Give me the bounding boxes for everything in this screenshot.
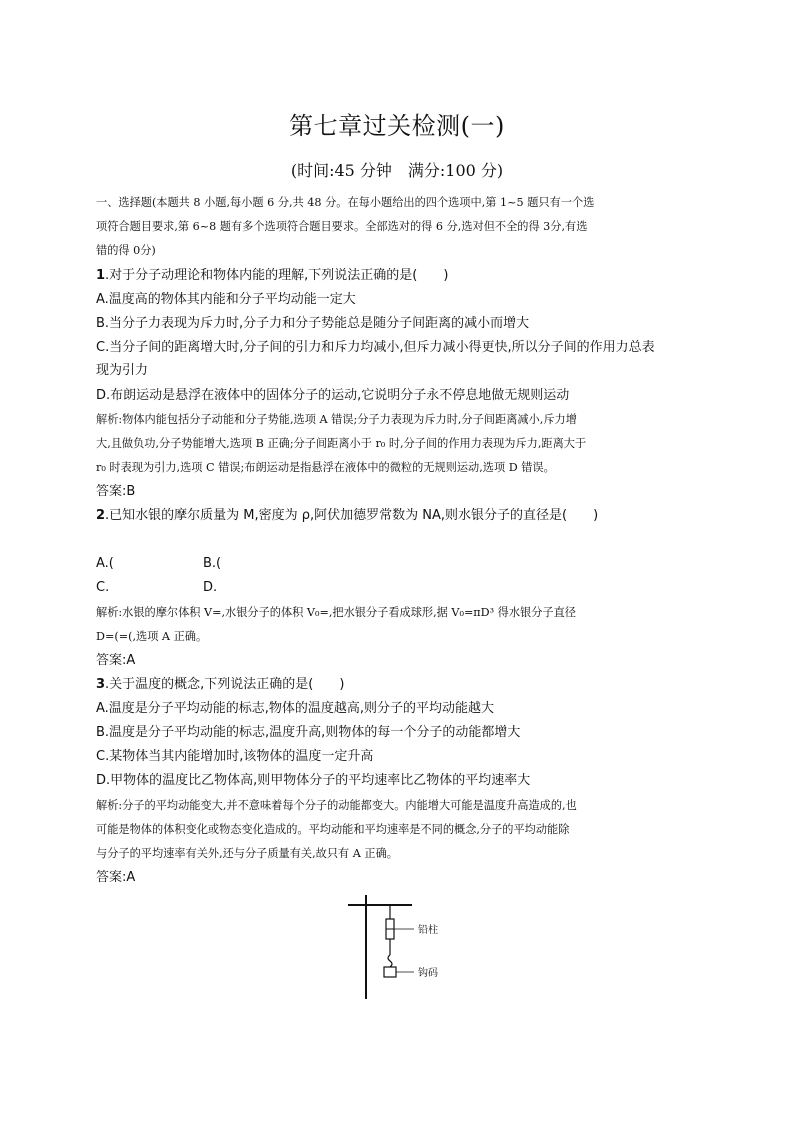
section-instructions-line-1: 一、选择题(本题共 8 小题,每小题 6 分,共 48 分。在每小题给出的四个选项中,第 1~5 题只有一个选 [96, 196, 595, 209]
page-title: 第七章过关检测(一) [289, 112, 505, 140]
question-3-stem [96, 676, 706, 694]
hook-weight-shape [384, 967, 396, 977]
question-3-analysis-line-2: 可能是物体的体积变化或物态变化造成的。平均动能和平均速率是不同的概念,分子的平均动能除 [96, 823, 570, 836]
question-2-option-a: A.( [96, 556, 114, 571]
question-3-analysis-line-1: 解析:分子的平均动能变大,并不意味着每个分子的动能都变大。内能增大可能是温度升高造成的,也 [96, 799, 577, 812]
section-instructions-line-2: 项符合题目要求,第 6~8 题有多个选项符合题目要求。全部选对的得 6 分,选对但不全的得 3分,有选 [96, 220, 588, 233]
question-3-option-a: A.温度是分子平均动能的标志,物体的温度越高,则分子的平均动能越大 [96, 701, 495, 716]
hook-weight-label: 钩码 [418, 968, 438, 979]
question-2-answer: 答案:A [96, 653, 136, 668]
question-1-option-c: C.当分子间的距离增大时,分子间的引力和斥力均减小,但斥力减小得更快,所以分子间的作用力总表 [96, 340, 655, 355]
question-1-option-b: B.当分子力表现为斥力时,分子力和分子势能总是随分子间距离的减小而增大 [96, 316, 530, 331]
question-1-analysis-line-3: r₀ 时表现为引力,选项 C 错误;布朗运动是指悬浮在液体中的微粒的无规则运动,选项 D 错误。 [96, 461, 555, 474]
lead-cylinder-label: 铅柱 [418, 925, 438, 936]
question-text: .关于温度的概念,下列说法正确的是( ) [105, 677, 345, 692]
question-2-option-c: C. [96, 580, 110, 595]
answer-label: 答案 [96, 484, 123, 499]
question-1-option-d: D.布朗运动是悬浮在液体中的固体分子的运动,它说明分子永不停息地做无规则运动 [96, 388, 570, 403]
question-text: .已知水银的摩尔质量为 M,密度为 ρ,阿伏加德罗常数为 NA,则水银分子的直径是( ) [105, 508, 599, 523]
question-1-answer: 答案:B [96, 484, 136, 499]
question-3-analysis-line-3: 与分子的平均速率有关外,还与分子质量有关,故只有 A 正确。 [96, 847, 398, 860]
answer-label: 答案 [96, 870, 123, 885]
section-instructions-line-3: 错的得 0分) [96, 244, 156, 257]
question-1-stem [96, 267, 706, 285]
question-2-option-b: B.( [203, 556, 222, 571]
question-2-stem [96, 507, 706, 525]
exam-time-score: (时间:45 分钟 满分:100 分) [290, 161, 504, 180]
question-1-analysis-line-1: 解析:物体内能包括分子动能和分子势能,选项 A 错误;分子力表现为斥力时,分子间距离减小,斥力增 [96, 413, 577, 426]
analysis-label: 解析 [96, 413, 119, 426]
question-2-option-d: D. [203, 580, 218, 595]
question-1-option-a: A.温度高的物体其内能和分子平均动能一定大 [96, 292, 356, 307]
question-number: 1 [96, 268, 106, 283]
question-1-analysis-line-2: 大,且做负功,分子势能增大,选项 B 正确;分子间距离小于 r₀ 时,分子间的作用力表现为斥力,距离大于 [96, 437, 587, 450]
lead-cylinder-figure [346, 893, 456, 1003]
question-3-option-d: D.甲物体的温度比乙物体高,则甲物体分子的平均速率比乙物体的平均速率大 [96, 773, 531, 788]
hook-shape [388, 955, 392, 967]
question-number: 3 [96, 677, 106, 692]
question-2-analysis-line-1: 解析:水银的摩尔体积 V=,水银分子的体积 V₀=,把水银分子看成球形,据 V₀=πD³ 得水银分子直径 [96, 606, 576, 619]
question-2-analysis-line-2: D=(=(,选项 A 正确。 [96, 630, 208, 643]
question-text: .对于分子动理论和物体内能的理解,下列说法正确的是( ) [105, 268, 449, 283]
question-3-answer: 答案:A [96, 870, 136, 885]
question-number: 2 [96, 508, 106, 523]
question-1-option-c-cont: 现为引力 [96, 363, 149, 378]
question-3-option-c: C.某物体当其内能增加时,该物体的温度一定升高 [96, 749, 374, 764]
question-3-option-b: B.温度是分子平均动能的标志,温度升高,则物体的每一个分子的动能都增大 [96, 725, 521, 740]
answer-label: 答案 [96, 653, 123, 668]
